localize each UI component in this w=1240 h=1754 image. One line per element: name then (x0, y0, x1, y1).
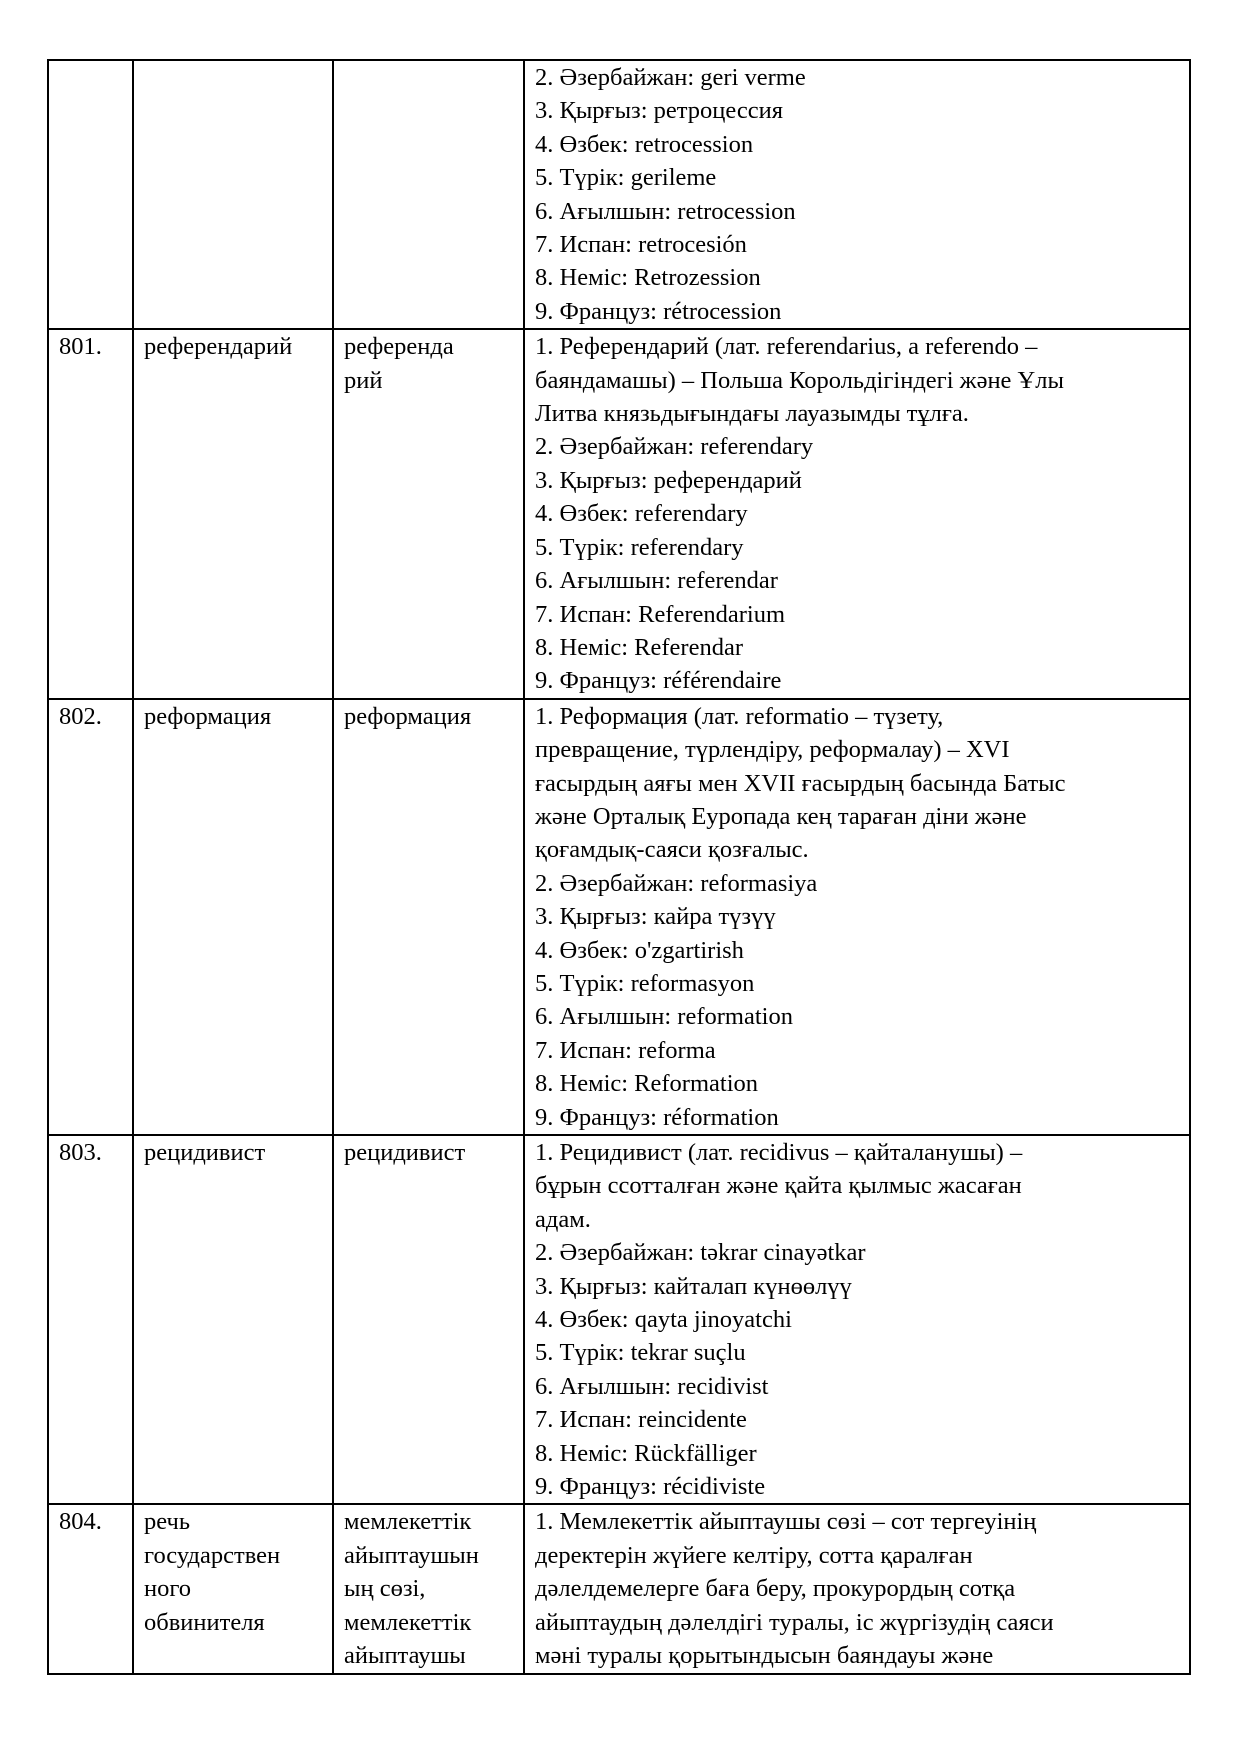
entry-number-cell (48, 1504, 133, 1673)
definition-cell (524, 1135, 1190, 1504)
entry-number: 803. (59, 1139, 102, 1166)
russian-term-cell (133, 329, 333, 698)
russian-term-line: обвинителя (144, 1608, 265, 1636)
definition-line: айыптаудың дәлелдігі туралы, іс жүргізудің саяси (535, 1608, 1054, 1636)
definition-line: 8. Неміс: Reformation (535, 1070, 759, 1098)
definition-line: 6. Ағылшын: referendar (535, 567, 778, 595)
kazakh-term-line: мемлекеттік (344, 1508, 472, 1536)
definition-line: қоғамдық-саяси қозғалыс. (535, 836, 809, 864)
russian-term-cell (133, 699, 333, 1135)
definition-line: 7. Испан: Referendarium (535, 600, 786, 628)
kazakh-term-line: рий (344, 366, 383, 394)
definition-line: 1. Реформация (лат. reformatio – түзету, (535, 702, 944, 730)
definition-line: 2. Әзербайжан: geri verme (535, 64, 806, 91)
definition-line: 5. Түрік: referendary (535, 533, 744, 561)
definition-line: және Орталық Еуропада кең тараған діни және (535, 802, 1027, 830)
definition-cell (524, 1504, 1190, 1673)
entry-number: 804. (59, 1508, 102, 1536)
definition-line: бұрын ссотталған және қайта қылмыс жасаған (535, 1172, 1022, 1200)
definition-line: 4. Өзбек: referendary (535, 500, 748, 528)
dictionary-table-body (48, 60, 1190, 1674)
definition-line: 3. Қырғыз: кайра түзүү (535, 903, 776, 931)
definition-line: 7. Испан: reforma (535, 1036, 716, 1064)
definition-line: 1. Референдарий (лат. referendarius, а referendo – (535, 333, 1038, 361)
definition-line: 6. Ағылшын: reformation (535, 1003, 793, 1031)
definition-line: 7. Испан: reincidente (535, 1406, 747, 1434)
russian-term-cell (133, 1135, 333, 1504)
definition-line: мәні туралы қорытындысын баяндауы және (535, 1642, 994, 1670)
kazakh-term-line: рецидивист (344, 1139, 466, 1166)
kazakh-term-line: айыптаушы (344, 1642, 466, 1670)
definition-line: 3. Қырғыз: кайталап күнөөлүү (535, 1272, 852, 1300)
russian-term-line: речь (144, 1508, 191, 1536)
definition-line: адам. (535, 1205, 591, 1233)
entry-number-cell (48, 329, 133, 698)
definition-line: 5. Түрік: tekrar suçlu (535, 1339, 746, 1367)
definition-line: 5. Түрік: gerileme (535, 164, 717, 192)
definition-line: 1. Рецидивист (лат. recidivus – қайталанушы) – (535, 1139, 1023, 1166)
definition-line: 9. Француз: réformation (535, 1103, 779, 1131)
definition-line: 9. Француз: récidiviste (535, 1473, 766, 1501)
kazakh-term-cell (333, 1135, 524, 1504)
dictionary-table (47, 59, 1191, 1675)
kazakh-term-cell (333, 1504, 524, 1673)
table-row (48, 60, 1190, 329)
entry-number-cell (48, 60, 133, 329)
definition-line: 8. Неміс: Referendar (535, 633, 743, 661)
russian-term-cell (133, 60, 333, 329)
table-row (48, 1504, 1190, 1673)
russian-term-line: ного (144, 1575, 192, 1603)
russian-term-line: реформация (144, 702, 272, 730)
kazakh-term-cell (333, 329, 524, 698)
entry-number: 801. (59, 333, 102, 361)
russian-term-cell (133, 1504, 333, 1673)
kazakh-term-line: айыптаушын (344, 1541, 479, 1569)
table-row (48, 329, 1190, 698)
definition-line: баяндамашы) – Польша Корольдігіндегі және Ұлы (535, 366, 1064, 394)
entry-number-cell (48, 699, 133, 1135)
definition-line: ғасырдың аяғы мен XVII ғасырдың басында Батыс (535, 769, 1066, 797)
definition-cell (524, 699, 1190, 1135)
russian-term-line: государствен (144, 1541, 281, 1569)
definition-line: 4. Өзбек: qayta jinoyatchi (535, 1306, 792, 1334)
definition-line: дәлелдемелерге баға беру, прокурордың сотқа (535, 1575, 1016, 1603)
definition-cell (524, 60, 1190, 329)
definition-line: 2. Әзербайжан: təkrar cinayətkar (535, 1239, 866, 1267)
definition-line: Литва князьдығындағы лауазымды тұлға. (535, 400, 969, 428)
kazakh-term-line: ың сөзі, (344, 1575, 426, 1603)
definition-line: 6. Ағылшын: retrocession (535, 197, 796, 225)
kazakh-term-line: мемлекеттік (344, 1608, 472, 1636)
definition-cell (524, 329, 1190, 698)
definition-line: 6. Ағылшын: recidivist (535, 1372, 769, 1400)
table-row (48, 699, 1190, 1135)
entry-number-cell (48, 1135, 133, 1504)
definition-line: 7. Испан: retrocesión (535, 231, 747, 259)
definition-line: 4. Өзбек: retrocession (535, 130, 754, 158)
definition-line: 2. Әзербайжан: reformasiya (535, 869, 818, 897)
entry-number: 802. (59, 702, 102, 730)
kazakh-term-line: реформация (344, 702, 472, 730)
definition-line: 4. Өзбек: o'zgartirish (535, 936, 744, 964)
russian-term-line: референдарий (144, 333, 293, 361)
kazakh-term-line: референда (344, 333, 454, 361)
definition-line: 3. Қырғыз: референдарий (535, 466, 802, 494)
russian-term-line: рецидивист (144, 1139, 266, 1166)
definition-line: деректерін жүйеге келтіру, сотта қаралған (535, 1541, 973, 1569)
definition-line: 8. Неміс: Rückfälliger (535, 1439, 757, 1467)
kazakh-term-cell (333, 60, 524, 329)
definition-line: 1. Мемлекеттік айыптаушы сөзі – сот тергеуінің (535, 1508, 1037, 1536)
definition-line: превращение, түрлендіру, реформалау) – XVI (535, 736, 1010, 764)
definition-line: 3. Қырғыз: ретроцессия (535, 97, 784, 125)
definition-line: 2. Әзербайжан: referendary (535, 433, 814, 461)
definition-line: 5. Түрік: reformasyon (535, 969, 755, 997)
definition-line: 9. Француз: rétrocession (535, 297, 782, 325)
definition-line: 9. Француз: référendaire (535, 667, 782, 695)
table-row (48, 1135, 1190, 1504)
definition-line: 8. Неміс: Retrozession (535, 264, 761, 292)
kazakh-term-cell (333, 699, 524, 1135)
